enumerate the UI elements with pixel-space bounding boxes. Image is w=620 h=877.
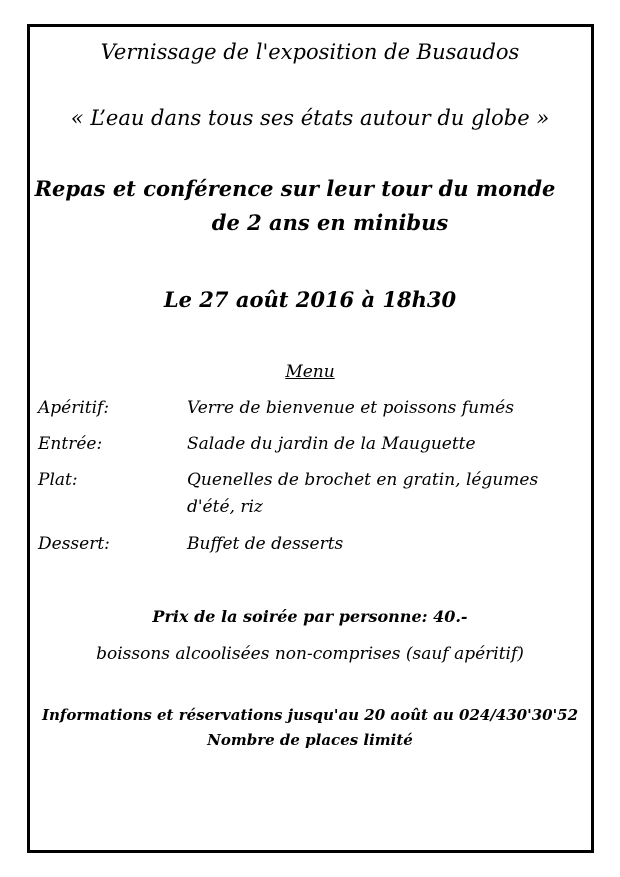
- menu-label-plat: Plat:: [38, 470, 78, 490]
- dinner-heading-line-1: Repas et conférence sur leur tour du monde: [34, 176, 556, 201]
- menu-value-entree: Salade du jardin de la Mauguette: [187, 434, 476, 454]
- menu-label-dessert: Dessert:: [38, 534, 110, 554]
- dinner-heading-line-2: de 2 ans en minibus: [211, 210, 449, 235]
- menu-value-dessert: Buffet de desserts: [187, 534, 344, 554]
- price-per-person: Prix de la soirée par personne: 40.-: [152, 607, 468, 626]
- event-date: Le 27 août 2016 à 18h30: [163, 287, 457, 312]
- menu-label-entree: Entrée:: [38, 434, 103, 454]
- reservation-info: Informations et réservations jusqu'au 20 août au 024/430'30'52: [41, 706, 579, 724]
- menu-value-plat-continued: d'été, riz: [187, 497, 263, 517]
- limited-places-note: Nombre de places limité: [207, 731, 413, 749]
- menu-label-aperitif: Apéritif:: [38, 398, 110, 418]
- menu-title: Menu: [285, 362, 335, 382]
- exhibition-subtitle: « L’eau dans tous ses états autour du globe »: [70, 106, 550, 130]
- drinks-note: boissons alcoolisées non-comprises (sauf apéritif): [96, 644, 524, 664]
- menu-value-plat: Quenelles de brochet en gratin, légumes: [187, 470, 539, 490]
- event-title: Vernissage de l'exposition de Busaudos: [100, 40, 520, 64]
- menu-value-aperitif: Verre de bienvenue et poissons fumés: [187, 398, 514, 418]
